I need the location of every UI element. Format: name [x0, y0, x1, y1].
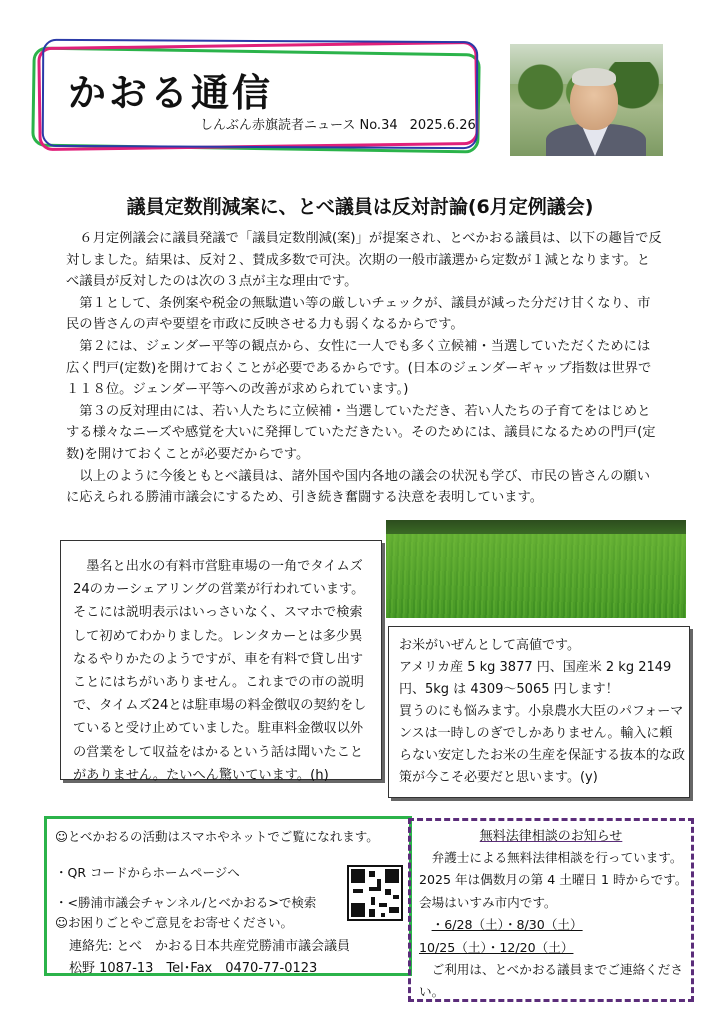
article-paragraph: 以上のように今後ともとべ議員は、諸外国や国内各地の議会の状況も学び、市民の皆さんの願いに応えられる勝浦市議会にするため、引き続き奮闘する決意を表明しています。: [66, 468, 650, 506]
legal-dates-1: ・6/28（土）・8/30（土）: [431, 917, 583, 933]
contact-line-opinions: ☺お困りごとやご意見をお寄せください。: [55, 915, 294, 930]
main-article: [66, 228, 662, 509]
contact-box: [44, 816, 412, 976]
issue-date: 2025.6.26: [409, 118, 476, 133]
article-paragraph: ６月定例議会に議員発議で「議員定数削減(案)」が提案され、とべかおる議員は、以下の趣旨で反対しました。結果は、反対２、賛成多数で可決。次期の一般市議選から定数が１減となります。とべ議員が反対したのは次の３点が主な理由です。: [66, 231, 662, 290]
newsletter-title: かおる通信: [68, 71, 274, 115]
legal-body: [419, 847, 693, 1004]
qr-code[interactable]: [347, 865, 403, 921]
contact-line-sns: ☺とべかおるの活動はスマホやネットでご覧になれます。: [55, 829, 379, 844]
contact-line-qr: ・QR コードからホームページへ: [55, 865, 240, 880]
legal-outro: ご利用は、とべかおる議員までご連絡ください。: [419, 962, 683, 1000]
parking-article-text: 墨名と出水の有料市営駐車場の一角でタイムズ24のカーシェアリングの営業が行われています。そこには説明表示はいっさいなく、スマホで検索して初めてわかりました。レンタカーとは多少異なるやりかたのようですが、車を有料で貸し出すことにはちがいありません。これまでの市の説明で、タイムズ24とは駐車場の料金徴収の契約をしていると受け止めていました。駐車料金徴収以外の営業をして収益をはかるという話は聞いたことがありません。たいへん驚いています。(h): [73, 559, 367, 783]
parking-article-box: [60, 540, 382, 783]
rice-text-line: お米がいぜんとして高値です。: [399, 638, 580, 653]
article-paragraph: 第３の反対理由には、若い人たちに立候補・当選していただき、若い人たちの子育てをはじめとする様々なニーズや感覚を大いに発揮していただきたい。そのためには、議員になるための門戸(定数)を開けておくことが必要だからです。: [66, 403, 656, 462]
newsletter-subtitle: [200, 114, 476, 133]
publication-name: しんぶん赤旗読者ニュース No.34: [200, 118, 398, 133]
contact-line-search: ・<勝浦市議会チャンネル/とべかおる>で検索: [55, 895, 317, 910]
article-paragraph: 第２には、ジェンダー平等の観点から、女性に一人でも多く立候補・当選していただくためには広く門戸(定数)を開けておくことが必要であるからです。(日本のジェンダーギャップ指数は世界で１１８位。ジェンダー平等への改善が求められています。): [66, 338, 652, 398]
main-headline: 議員定数削減案に、とべ議員は反対討論(6月定例議会): [126, 196, 594, 218]
rice-text-line: アメリカ産 5 kg 3877 円、国産米 2 kg 2149 円、5kg は 4309～5065 円します！: [399, 660, 672, 697]
masthead: [32, 40, 482, 152]
legal-title: 無料法律相談のお知らせ: [479, 829, 623, 844]
rice-text-line: 買うのにも悩みます。小泉農水大臣のパフォーマンスは一時しのぎでしかありません。輸入に頼らない安定したお米の生産を保証する抜本的な政策が今こそ必要だと思います。(y): [399, 704, 686, 785]
contact-address-phone: 松野 1087-13 Tel･Fax 0470-77-0123: [69, 961, 318, 976]
councilor-portrait-photo: [510, 44, 663, 156]
rice-price-box: [388, 626, 690, 798]
legal-dates-2: 10/25（土）・12/20（土）: [419, 939, 574, 955]
legal-intro: 弁護士による無料法律相談を行っています。2025 年は偶数月の第 4 土曜日 1 時からです。会場はいすみ市内です。: [419, 850, 688, 910]
article-paragraph: 第１として、条例案や税金の無駄遣い等の厳しいチェックが、議員が減った分だけ甘くなり、市民の皆さんの声や要望を市政に反映させる力も弱くなるからです。: [66, 295, 651, 333]
contact-name: 連絡先: とべ かおる日本共産党勝浦市議会議員: [69, 939, 350, 954]
rice-field-photo: [386, 520, 686, 618]
legal-consultation-box: [408, 818, 694, 1002]
